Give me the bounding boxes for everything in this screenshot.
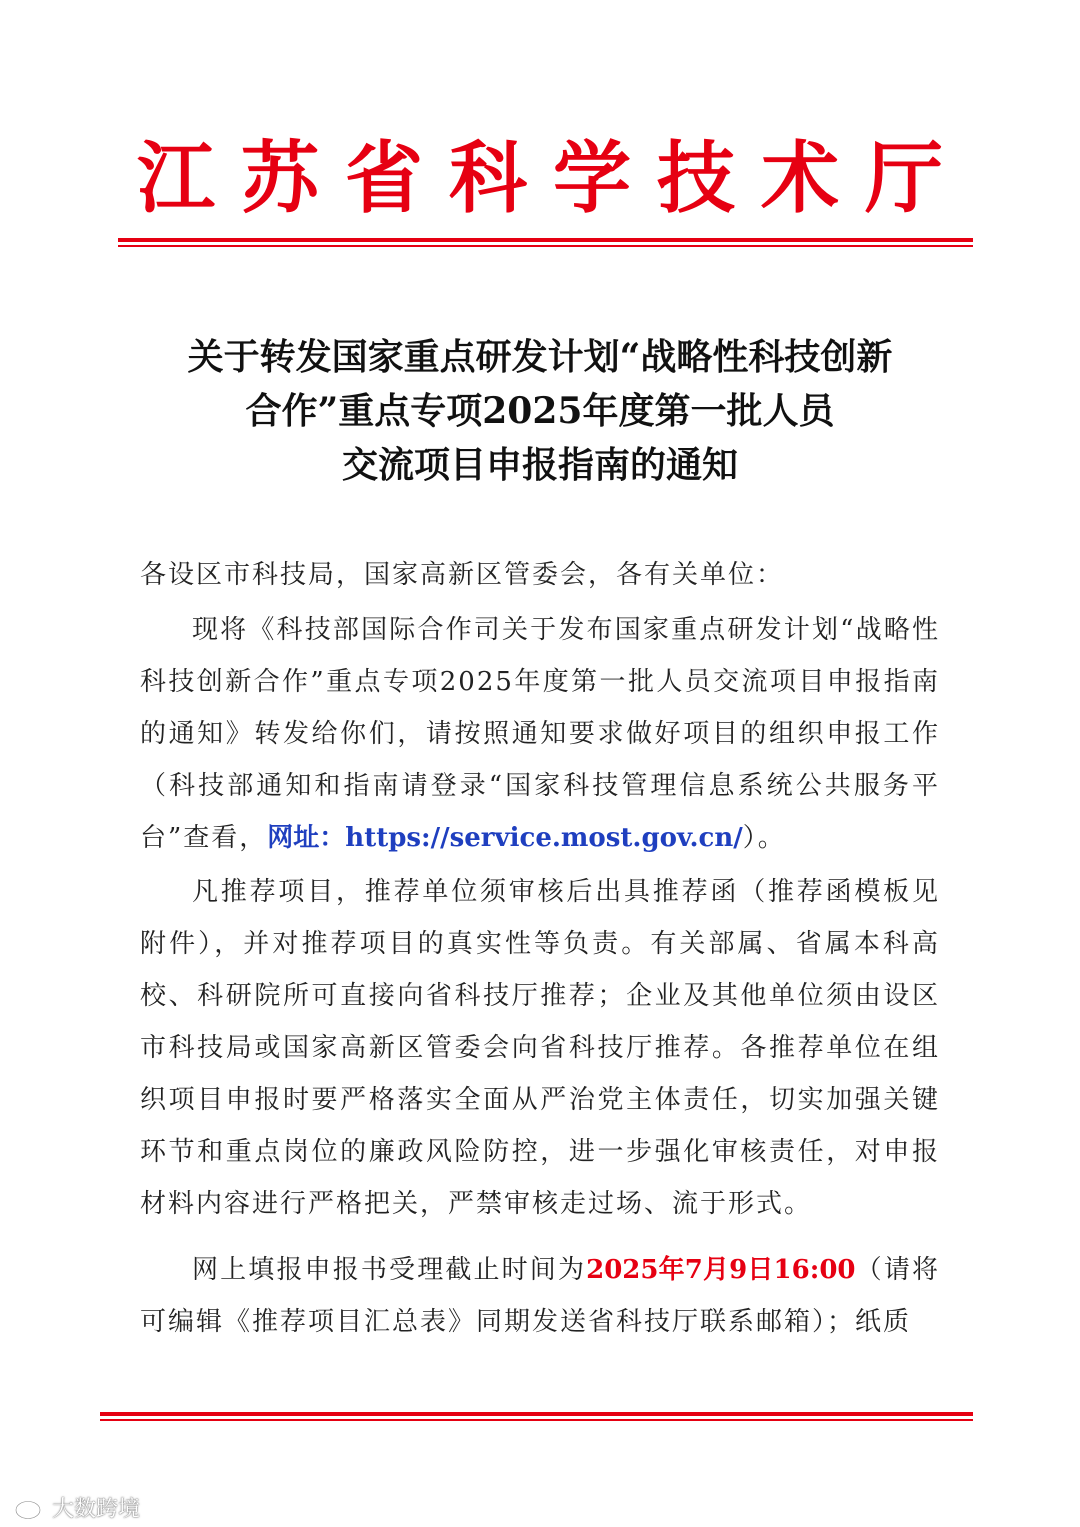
paragraph-deadline: [140, 1244, 940, 1348]
watermark-text: 大数跨境: [52, 1497, 141, 1522]
letterhead-org-name: 江苏省科学技术厅: [136, 134, 969, 224]
watermark: [14, 1492, 140, 1523]
footer-rule-thin: [100, 1419, 973, 1421]
paragraph-recommendation-rules: 凡推荐项目，推荐单位须审核后出具推荐函（推荐函模板见附件），并对推荐项目的真实性等负责。有关部属、省属本科高校、科研院所可直接向省科技厅推荐；企业及其他单位须由设区市科技局或国家高新区管委会向省科技厅推荐。各推荐单位在组织项目申报时要严格落实全面从严治党主体责任，切实加强关键环节和重点岗位的廉政风险防控，进一步强化审核责任，对申报材料内容进行严格把关，严禁审核走过场、流于形式。: [140, 877, 940, 1219]
salutation: 各设区市科技局，国家高新区管委会，各有关单位：: [140, 560, 785, 590]
letterhead-rule-thick: [118, 238, 973, 242]
weibo-logo-icon: [14, 1496, 48, 1520]
paragraph-3-text-a: 网上填报申报书受理截止时间为: [192, 1255, 587, 1285]
paragraph-1-text-b: ）。: [742, 823, 786, 853]
letterhead-rule-thin: [118, 245, 973, 247]
paragraph-forwarding-notice: [140, 604, 940, 864]
paragraph-3-text-b: （请将可编辑《推荐项目汇总表》同期发送省科技厅联系邮箱）；纸质: [140, 1255, 940, 1337]
service-url-link[interactable]: 网址：https://service.most.gov.cn/: [267, 823, 743, 853]
footer-rule-thick: [100, 1412, 973, 1416]
title-line-3: 交流项目申报指南的通知: [341, 444, 738, 486]
deadline-date: 2025年7月9日16:00: [586, 1255, 856, 1285]
title-line-2: 合作”重点专项2025年度第一批人员: [245, 390, 835, 432]
paragraph-1-text-a: 现将《科技部国际合作司关于发布国家重点研发计划“战略性科技创新合作”重点专项2025年度第一批人员交流项目申报指南的通知》转发给你们，请按照通知要求做好项目的组织申报工作（科技部通知和指南请登录“国家科技管理信息系统公共服务平台”查看，: [140, 615, 940, 853]
document-title: [120, 330, 960, 492]
title-line-1: 关于转发国家重点研发计划“战略性科技创新: [187, 336, 893, 378]
